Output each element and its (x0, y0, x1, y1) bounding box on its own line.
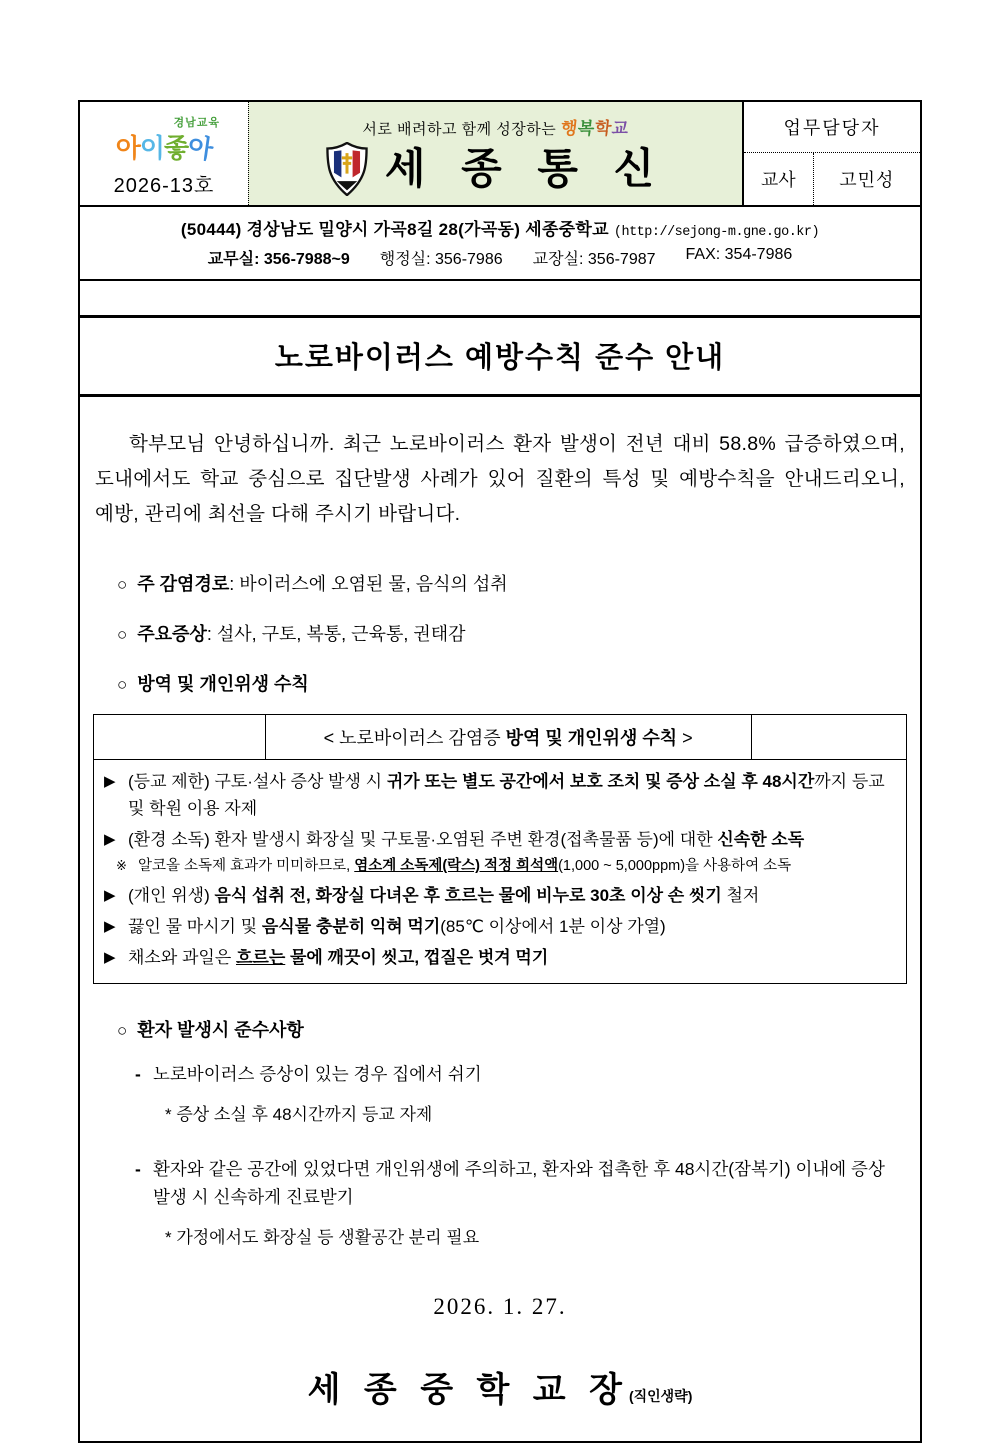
patient-item-contact (93, 1155, 907, 1211)
bullet-item-hygiene-rules (93, 670, 907, 696)
rule-row-attendance (104, 769, 898, 822)
logo-char: 좋 (164, 132, 189, 163)
happy-school-char: 교 (610, 118, 630, 138)
rule-text-plain: (개인 위생) (128, 885, 215, 905)
rules-table (93, 714, 907, 984)
newsletter-title: 세 종 통 신 (384, 144, 667, 192)
rule-text-bold: 물에 깨끗이 씻고, 껍질은 벗겨 먹기 (285, 948, 549, 968)
patient-subitem-separation: * 가정에서도 화장실 등 생활공간 분리 필요 (165, 1227, 480, 1247)
rule-text-plain: 까지 등교 및 학원 이용 자제 (128, 772, 885, 818)
dash-bullet-icon: - (135, 1063, 141, 1084)
seal-omitted-note: (직인생략) (628, 1387, 693, 1404)
issue-date: 2026. 1. 27. (433, 1293, 567, 1319)
rule-text-bold: 음식 섭취 전, 화장실 다녀온 후 흐르는 물에 비누로 30초 이상 손 씻기 (214, 885, 722, 905)
logo-char: 아 (115, 132, 140, 163)
rules-header-title (266, 715, 752, 759)
bullet-label: 방역 및 개인위생 수칙 (137, 674, 309, 695)
header-table (80, 102, 920, 207)
rules-table-header (94, 715, 906, 760)
arrow-bullet-icon: ▶ (104, 918, 116, 936)
rule-text-bold: 귀가 또는 별도 공간에서 보호 조치 및 증상 소실 후 48시간 (386, 772, 815, 792)
school-url: (http://sejong-m.gne.go.kr) (613, 225, 820, 240)
phone-value: 356-7987 (583, 251, 656, 268)
rule-text-bold-underline: 염소계 소독제(락스) 적정 희석액 (354, 858, 559, 875)
patient-item-text: 노로바이러스 증상이 있는 경우 집에서 쉬기 (153, 1063, 482, 1084)
rule-text-bold-underline: 흐르는 (235, 948, 286, 968)
rule-text-bold: 신속한 소독 (717, 829, 805, 849)
rule-text (128, 769, 898, 822)
rule-text-plain: 철저 (721, 885, 760, 905)
rule-text-plain: 채소와 과일은 (128, 948, 236, 968)
address-section (80, 207, 920, 281)
patient-item-text: 환자와 같은 공간에 있었다면 개인위생에 주의하고, 환자와 접촉한 후 48시간(잠복기) 이내에 증상 발생 시 신속하게 진료받기 (153, 1158, 885, 1207)
happy-school-char: 행 (559, 118, 579, 138)
phone-value: 354-7986 (720, 246, 793, 263)
staff-name: 고민성 (839, 169, 895, 190)
staff-role: 교사 (744, 153, 814, 205)
rule-text-plain: 끓인 물 마시기 및 (128, 917, 262, 937)
staff-header: 업무담당자 (744, 102, 920, 153)
dash-bullet-icon: - (135, 1158, 141, 1179)
patient-subitem-attendance: * 증상 소실 후 48시간까지 등교 자제 (165, 1104, 433, 1124)
phone-item (208, 246, 350, 269)
greeting-paragraph: 학부모님 안녕하십니까. 최근 노로바이러스 환자 발생이 전년 대비 58.8% 급증하였으며, 도내에서도 학교 중심으로 집단발생 사례가 있어 질환의 특성 및 예방수칙을 안내드리오니, 예방, 관리에 최선을 다해 주시기 바랍니다. (95, 433, 905, 526)
slogan (362, 114, 628, 139)
bullet-item-symptoms (93, 620, 907, 646)
circle-bullet-icon: ○ (117, 675, 128, 695)
rule-row-hand-washing (104, 883, 898, 909)
arrow-bullet-icon: ▶ (104, 773, 116, 791)
rules-header-right-cell (752, 715, 906, 759)
logo-char: 아 (186, 130, 215, 165)
phone-label: 교장실: (532, 251, 584, 268)
rules-header-suffix: > (677, 728, 693, 749)
rules-header-bold: 방역 및 개인위생 수칙 (505, 728, 678, 749)
phone-item (686, 246, 793, 269)
issue-number: 2026-13호 (113, 174, 215, 197)
logo-region-label: 경남교육 (173, 116, 220, 129)
circle-bullet-icon: ○ (117, 625, 128, 645)
rule-text-plain: (환경 소독) 환자 발생시 화장실 및 구토물·오염된 주변 환경(접촉물품 등)에 대한 (128, 829, 718, 849)
rule-text-plain: (85℃ 이상에서 1분 이상 가열) (440, 917, 666, 937)
banner-cell (248, 102, 744, 205)
phone-line (80, 246, 920, 269)
patient-section-heading (93, 1016, 907, 1042)
blank-row (80, 281, 920, 315)
phone-value: 356-7988~9 (259, 251, 350, 268)
bullet-text: : 설사, 구토, 복통, 근육통, 권태감 (206, 624, 466, 645)
rules-header-left-cell (94, 715, 266, 759)
rules-table-body (94, 760, 906, 983)
phone-label: FAX: (685, 246, 721, 263)
rule-text (138, 855, 898, 877)
signature (93, 1362, 907, 1411)
rule-row-produce-washing (104, 945, 898, 971)
rule-text-plain: (1,000 ~ 5,000ppm)을 사용하여 소독 (558, 858, 792, 875)
bullet-label: 주요증상 (137, 624, 207, 645)
newsletter-document (78, 100, 922, 1443)
happy-school-char: 복 (576, 118, 596, 138)
bullet-item-infection-route (93, 570, 907, 596)
logo-char: 이 (139, 132, 164, 163)
logo-cell (80, 102, 248, 205)
slogan-text: 서로 배려하고 함께 성장하는 (362, 120, 561, 138)
rule-text (128, 914, 898, 940)
patient-heading-text: 환자 발생시 준수사항 (137, 1019, 304, 1040)
phone-label: 행정실: (379, 251, 431, 268)
address-line (80, 215, 920, 240)
reference-mark-icon: ※ (116, 858, 127, 874)
circle-bullet-icon: ○ (117, 575, 128, 595)
address-text: (50444) 경상남도 밀양시 가곡8길 28(가곡동) 세종중학교 (180, 220, 614, 239)
education-office-logo (115, 130, 215, 165)
arrow-bullet-icon: ▶ (104, 886, 116, 904)
page-title: 노로바이러스 예방수칙 준수 안내 (80, 315, 920, 397)
rule-text-plain: 알코올 소독제 효과가 미미하므로, (138, 858, 355, 875)
rule-text (128, 827, 898, 853)
patient-item-rest-at-home (93, 1060, 907, 1088)
signer-name: 세 종 중 학 교 장 (307, 1370, 629, 1409)
arrow-bullet-icon: ▶ (104, 830, 116, 848)
happy-school-char: 학 (593, 118, 613, 138)
circle-bullet-icon: ○ (117, 1020, 128, 1040)
bullet-label: 주 감염경로 (137, 574, 230, 595)
banner-title-row (325, 142, 666, 196)
bullet-text: : 바이러스에 오염된 물, 음식의 섭취 (229, 574, 508, 595)
arrow-bullet-icon: ▶ (104, 949, 116, 967)
rule-text-bold: 음식물 충분히 익혀 먹기 (261, 917, 441, 937)
rule-row-disinfection (104, 827, 898, 853)
document-body (80, 427, 920, 1441)
phone-item (533, 246, 656, 269)
phone-label: 교무실: (207, 251, 260, 268)
rules-header-prefix: < 노로바이러스 감염증 (323, 728, 506, 749)
rule-row-boiled-water (104, 914, 898, 940)
phone-item (380, 246, 503, 269)
rule-text (128, 883, 898, 909)
staff-row (744, 153, 920, 205)
rule-row-bleach-note (104, 855, 898, 877)
rule-text (128, 945, 898, 971)
school-crest-icon (325, 142, 369, 196)
staff-cell (744, 102, 920, 205)
rule-text-plain: (등교 제한) 구토·설사 증상 발생 시 (128, 772, 387, 792)
phone-value: 356-7986 (430, 251, 503, 268)
